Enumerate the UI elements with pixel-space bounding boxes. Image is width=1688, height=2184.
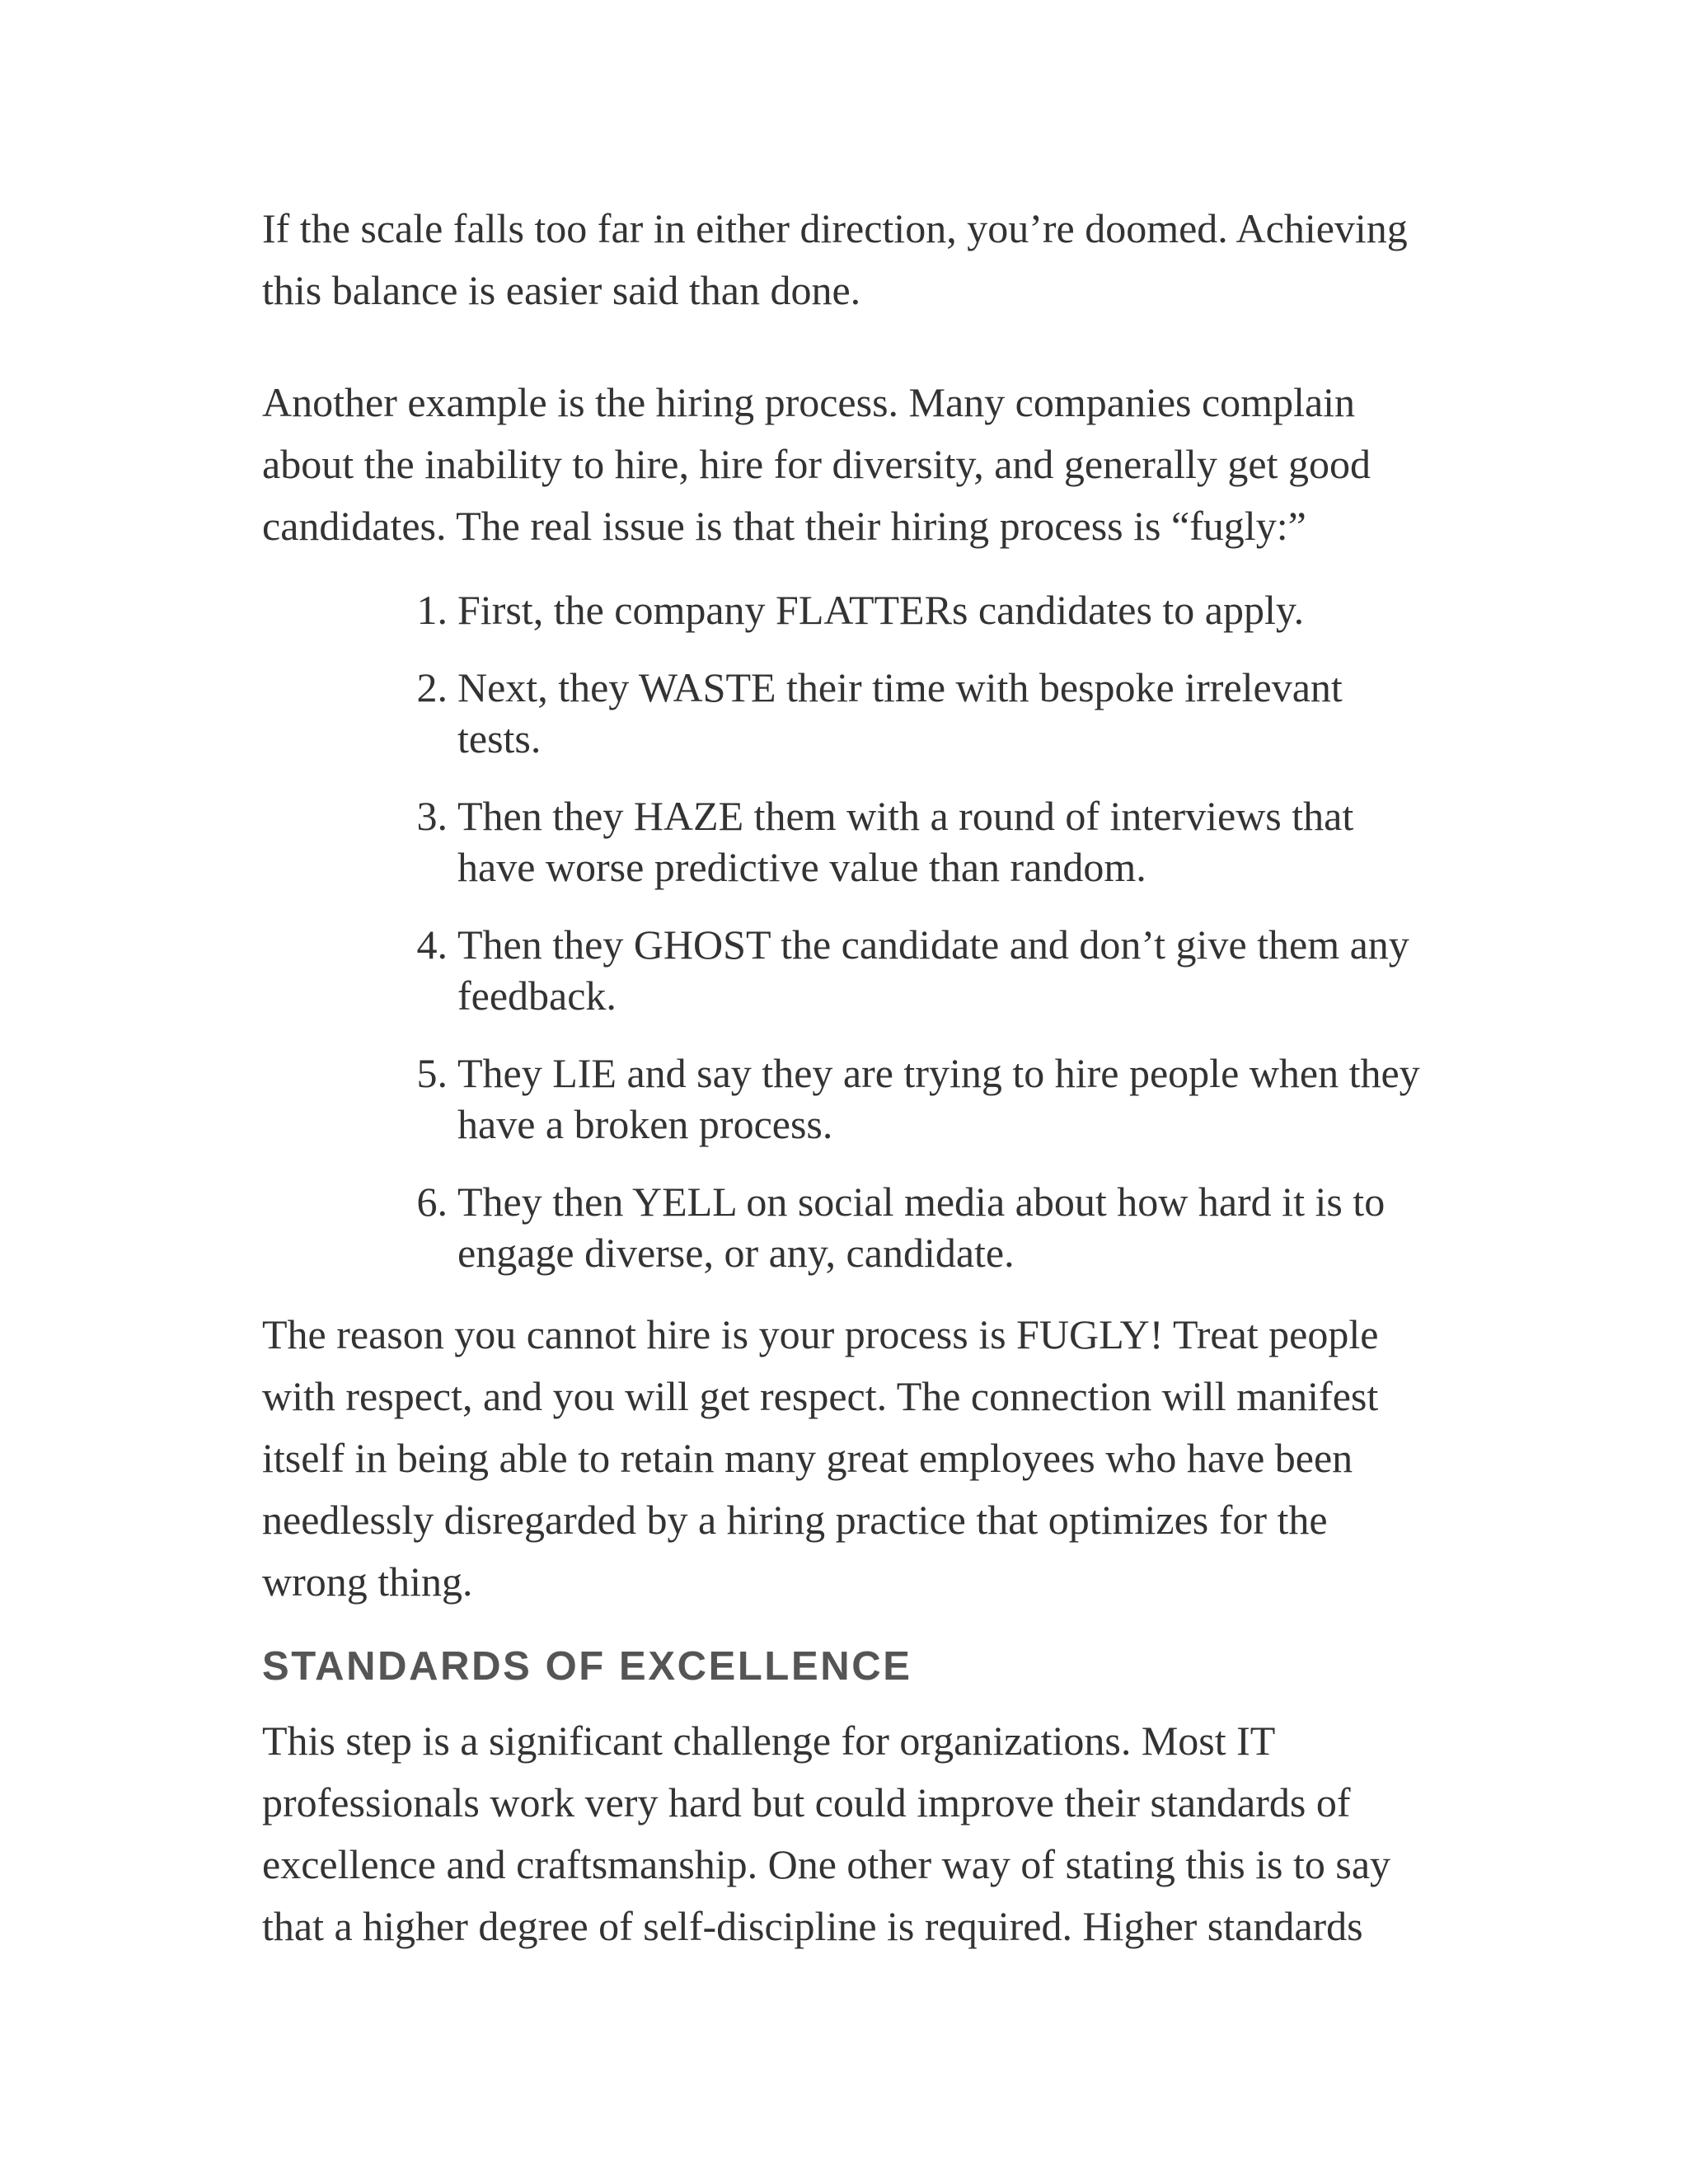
list-item [406,790,1424,893]
list-item-number: 5. [416,1050,448,1096]
list-item-text: They LIE and say they are trying to hire people when they have a broken process. [457,1050,1420,1147]
paragraph-hiring-intro: Another example is the hiring process. Many companies complain about the inability to hire, hire for diversity, and generally get good candidates. The real issue is that their hiring process is “fugly:” [262,379,1371,549]
list-item-text: First, the company FLATTERs candidates to apply. [457,587,1305,633]
list-item-number: 4. [416,921,448,968]
paragraph-standards-excellence: This step is a significant challenge for organizations. Most IT professionals work very hard but could improve their standards of excellence and craftsmanship. One other way of stating this is to say that a higher degree of self-discipline is required. Higher standards [262,1718,1391,1949]
list-item [406,919,1424,1021]
section-heading: STANDARDS OF EXCELLENCE [262,1644,912,1689]
list-item [406,1047,1424,1150]
list-item [406,584,1424,635]
list-item-number: 3. [416,793,448,839]
list-item-text: Then they GHOST the candidate and don’t give them any feedback. [457,921,1409,1019]
list-item-number: 6. [416,1179,448,1225]
list-item-number: 1. [416,587,448,633]
list-item-text: They then YELL on social media about how hard it is to engage diverse, or any, candidate. [457,1179,1386,1276]
list-item-number: 2. [416,664,448,710]
paragraph-fugly-conclusion: The reason you cannot hire is your process is FUGLY! Treat people with respect, and you will get respect. The connection will manifest itself in being able to retain many great employees who have been needlessly disregarded by a hiring practice that optimizes for the wrong thing. [262,1311,1379,1605]
paragraph-scale-balance: If the scale falls too far in either direction, you’re doomed. Achieving this balance is easier said than done. [262,205,1408,313]
document-page [262,198,1424,1957]
list-item-text: Next, they WASTE their time with bespoke irrelevant tests. [457,664,1343,762]
list-item [406,662,1424,764]
hiring-steps-list [262,584,1424,1278]
list-item [406,1176,1424,1278]
list-item-text: Then they HAZE them with a round of interviews that have worse predictive value than random. [457,793,1354,890]
